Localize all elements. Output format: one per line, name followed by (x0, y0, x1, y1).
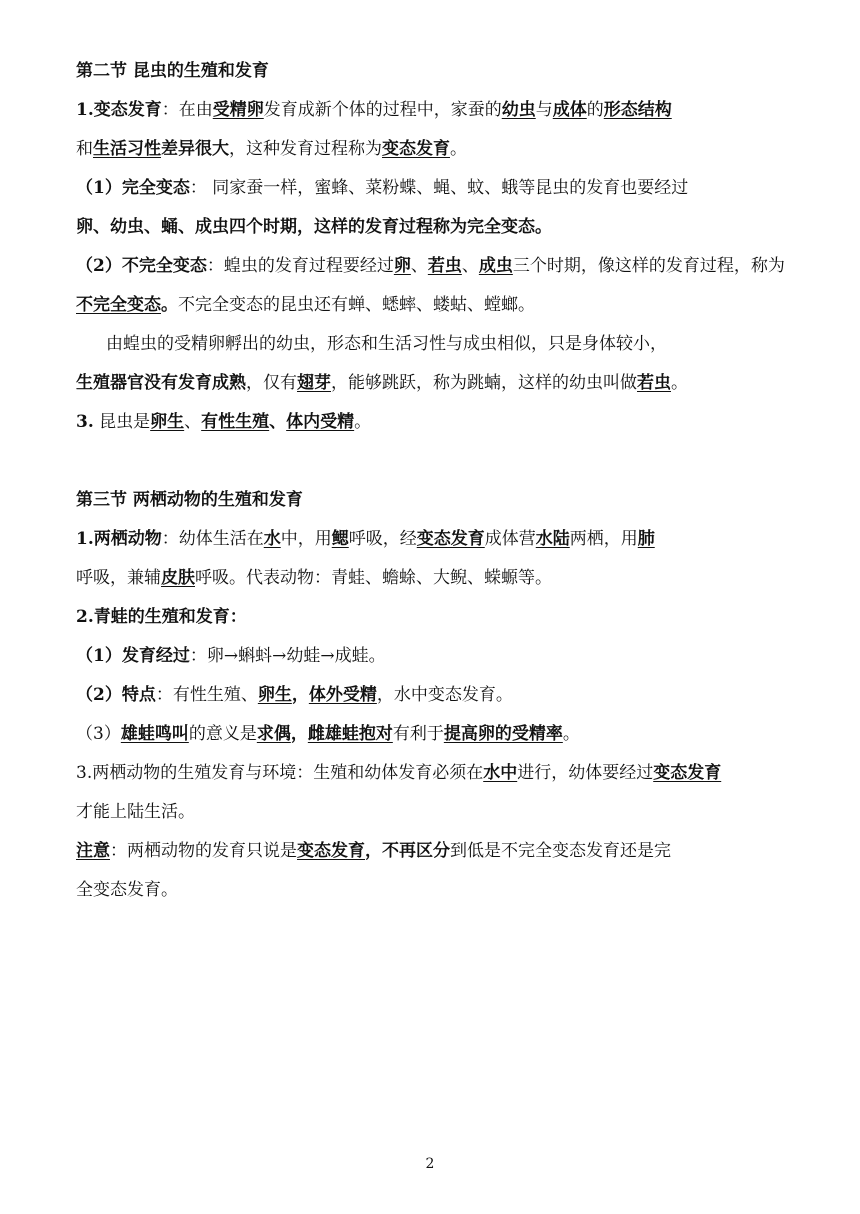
text: 。 (671, 373, 688, 393)
key-term: 有性生殖 (201, 412, 270, 432)
text: ，能够跳跃，称为跳蝻，这样的幼虫叫做 (331, 373, 637, 393)
s3-p4 (76, 676, 782, 715)
text: 呼吸，经 (348, 529, 417, 549)
key-term: 体内受精 (286, 412, 355, 432)
key-term: 雌雄蛙抱对 (307, 724, 393, 744)
key-term: 不再区分 (382, 841, 450, 861)
text: 。 (450, 139, 467, 159)
text: 由蝗虫的受精卵孵出的幼虫，形态和生活习性与成虫相似，只是身体较小， (106, 334, 667, 354)
key-term: 水中 (483, 763, 518, 783)
key-term: 生活习性 (93, 139, 161, 159)
text: 。 (354, 412, 372, 432)
text: 到低是不完全变态发育还是完 (450, 841, 671, 861)
s3-p7-line2: 全变态发育。 (76, 880, 178, 900)
s3-subheading: 2.青蛙的生殖和发育： (76, 607, 247, 627)
text: ，仅有 (246, 373, 297, 393)
term-label: 3. (76, 412, 94, 432)
text: 的 (586, 100, 604, 120)
s2-p2-line1 (76, 169, 782, 208)
text: ：幼体生活在 (161, 529, 264, 549)
text: 、 (410, 256, 428, 276)
s2-p4-line1 (76, 325, 782, 364)
text: 、 (184, 412, 202, 432)
key-term: 提高卵的受精率 (443, 724, 563, 744)
term-label: （1）完全变态 (76, 178, 190, 198)
s2-p1-line1 (76, 91, 782, 130)
s3-p5 (76, 715, 782, 754)
text: 和 (76, 139, 93, 159)
s3-p1-line2 (76, 559, 782, 598)
text: 才能上陆生活。 (76, 802, 195, 822)
page-number: 2 (425, 1156, 435, 1172)
text: 两栖，用 (569, 529, 638, 549)
key-term: 卵 (393, 256, 411, 276)
text: ，水中变态发育。 (376, 685, 513, 705)
text: ：卵→蝌蚪→幼蛙→成蛙。 (189, 646, 386, 666)
text: 的意义是 (188, 724, 257, 744)
key-term: 若虫 (427, 256, 462, 276)
s2-p3-line2 (76, 286, 782, 325)
key-term: 形态结构 (603, 100, 672, 120)
text: （3） (76, 724, 121, 744)
key-term: 变态发育 (416, 529, 485, 549)
text: ， (290, 724, 308, 744)
text: 三个时期，像这样的发育过程，称为 (512, 256, 785, 276)
text: 与 (535, 100, 553, 120)
s3-p1-line1 (76, 520, 782, 559)
key-term: 幼虫 (501, 100, 536, 120)
document-page (76, 52, 785, 910)
text: 有利于 (392, 724, 444, 744)
s2-p3-line1 (76, 247, 785, 286)
text: 。 (562, 724, 580, 744)
term-label: 1.两栖动物 (76, 529, 162, 549)
text: 昆虫是 (93, 412, 151, 432)
key-term: 变态发育 (382, 139, 450, 159)
text: 成体营 (484, 529, 536, 549)
text: ， (291, 685, 309, 705)
key-term: 卵生 (150, 412, 185, 432)
key-term: 成体 (552, 100, 587, 120)
s3-p3 (76, 637, 782, 676)
text: 、 (461, 256, 479, 276)
note-label: 注意 (76, 841, 110, 861)
key-term: 若虫 (637, 373, 671, 393)
text: 发育成新个体的过程中，家蚕的 (263, 100, 502, 120)
key-term: 受精卵 (212, 100, 264, 120)
term-label: （2）特点 (76, 685, 156, 705)
term-label: （2）不完全变态 (76, 256, 207, 276)
key-term: 求偶 (256, 724, 291, 744)
key-term: 水 (263, 529, 281, 549)
section-gap (76, 442, 782, 481)
section-3-title: 第三节 两栖动物的生殖和发育 (76, 490, 303, 510)
text: 。 (161, 295, 178, 315)
text: ：蝗虫的发育过程要经过 (206, 256, 394, 276)
key-term: 变态发育 (297, 841, 365, 861)
key-term: 体外受精 (308, 685, 377, 705)
key-term: 不完全变态 (76, 295, 161, 315)
key-term: 变态发育 (653, 763, 722, 783)
key-term: 翅芽 (297, 373, 331, 393)
text: 进行，幼体要经过 (517, 763, 654, 783)
key-term: 水陆 (535, 529, 570, 549)
text: 不完全变态的昆虫还有蝉、蟋蟀、蝼蛄、螳螂。 (178, 295, 535, 315)
text: 3.两栖动物的生殖发育与环境：生殖和幼体发育必须在 (76, 763, 484, 783)
key-term: 鳃 (331, 529, 349, 549)
key-term: 差异很大 (161, 139, 229, 159)
s2-p2-line2 (76, 208, 782, 247)
text: ，这种发育过程称为 (229, 139, 382, 159)
s3-p6-line2 (76, 793, 782, 832)
text: 呼吸，兼辅 (76, 568, 161, 588)
term-label: 1.变态发育 (76, 100, 162, 120)
text: ：有性生殖、 (155, 685, 258, 705)
s3-p7-line1 (76, 832, 782, 871)
key-term: 肺 (637, 529, 655, 549)
text: 中，用 (280, 529, 332, 549)
term-label: （1）发育经过 (76, 646, 190, 666)
key-term: 皮肤 (161, 568, 195, 588)
s2-p1-line2 (76, 130, 782, 169)
text: ， (365, 841, 382, 861)
text: ： 同家蚕一样，蜜蜂、菜粉蝶、蝇、蚊、蛾等昆虫的发育也要经过 (189, 178, 689, 198)
key-term: 雄蛙鸣叫 (120, 724, 189, 744)
s2-p5 (76, 403, 782, 442)
section-2-title: 第二节 昆虫的生殖和发育 (76, 61, 269, 81)
text: ：在由 (161, 100, 213, 120)
s2-p4-line2 (76, 364, 782, 403)
key-term: 卵生 (257, 685, 292, 705)
s3-p6-line1 (76, 754, 782, 793)
text: 呼吸。代表动物：青蛙、蟾蜍、大鲵、蝾螈等。 (195, 568, 552, 588)
text: ：两栖动物的发育只说是 (110, 841, 297, 861)
key-term: 生殖器官没有发育成熟 (76, 373, 246, 393)
key-term: 卵、幼虫、蛹、成虫四个时期，这样的发育过程称为完全变态。 (76, 217, 552, 237)
text: 、 (269, 412, 287, 432)
key-term: 成虫 (478, 256, 513, 276)
